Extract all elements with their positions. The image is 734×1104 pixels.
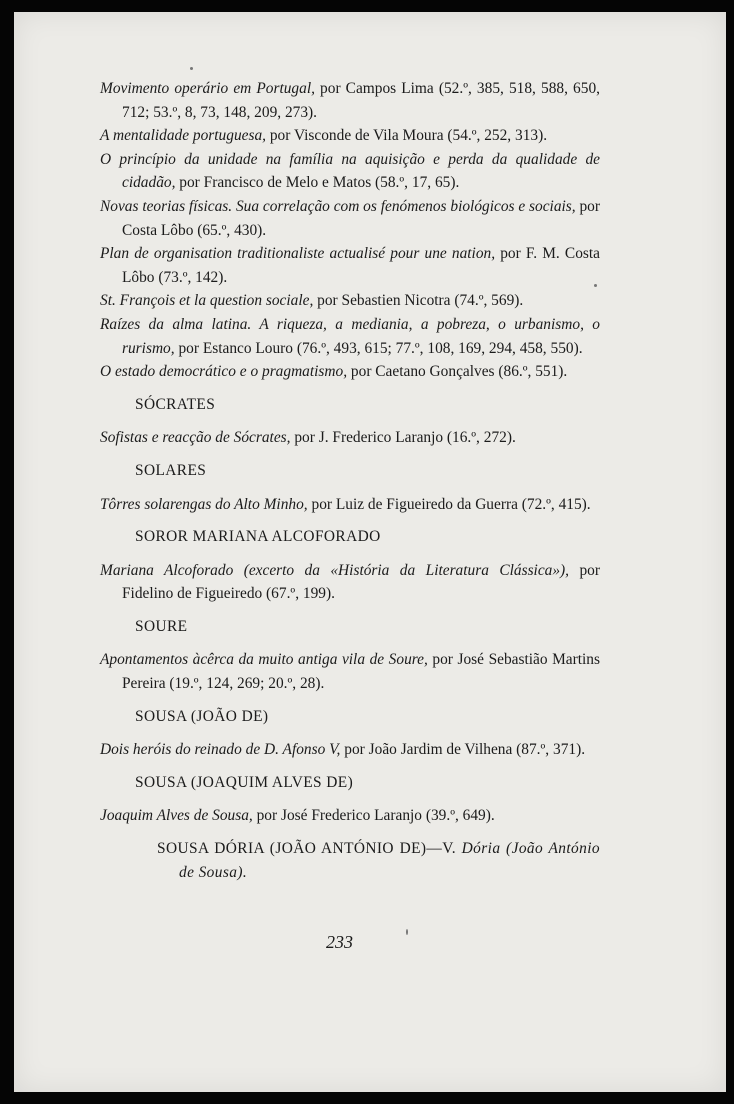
index-entry [100, 493, 600, 517]
entry-details: por José Sebastião Martins Pereira (19.º, 124, 269; 20.º, 28). [122, 651, 600, 693]
entry-details: por Luiz de Figueiredo da Guerra (72.º, 415). [307, 495, 591, 513]
entry-details: por Costa Lôbo (65.º, 430). [122, 197, 601, 239]
entry-title: Raízes da alma latina. A riqueza, a mediania, a pobreza, o urbanismo, o rurismo, [100, 315, 600, 357]
index-entry [100, 426, 600, 450]
entry-title: Mariana Alcoforado (excerto da «História da Literatura Clássica»), [100, 561, 570, 579]
index-entries [100, 77, 600, 894]
entry-details: por Campos Lima (52.º, 385, 518, 588, 650, 712; 53.º, 8, 73, 148, 209, 273). [122, 80, 600, 121]
section-heading: SOUSA DÓRIA (JOÃO ANTÓNIO DE)—V. [157, 840, 456, 858]
section-heading: SOUSA (JOAQUIM ALVES DE) [135, 773, 354, 791]
index-entry [100, 559, 600, 606]
section-heading: SOURE [135, 617, 188, 635]
entry-title: A mentalidade portuguesa, [100, 127, 267, 145]
index-entry [100, 360, 600, 384]
index-entry [100, 148, 600, 195]
cross-reference-heading [157, 837, 600, 884]
entry-details: por Sebastien Nicotra (74.º, 569). [313, 292, 524, 310]
entry-details: por Fidelino de Figueiredo (67.º, 199). [122, 561, 600, 603]
entry-details: por José Frederico Laranjo (39.º, 649). [252, 807, 495, 825]
index-entry [100, 124, 600, 148]
page-number: 233 [326, 932, 353, 952]
section-heading: SOROR MARIANA ALCOFORADO [135, 528, 381, 546]
entry-details: por Visconde de Vila Moura (54.º, 252, 313). [266, 127, 548, 145]
index-entry [100, 195, 600, 242]
entry-details: por Caetano Gonçalves (86.º, 551). [347, 363, 568, 381]
entry-details: por Estanco Louro (76.º, 493, 615; 77.º, 108, 169, 294, 458, 550). [174, 339, 583, 357]
entry-title: Apontamentos àcêrca da muito antiga vila de Soure, [100, 651, 428, 669]
entry-details: por Francisco de Melo e Matos (58.º, 17, 65). [175, 174, 460, 192]
section-heading: SOLARES [135, 461, 207, 479]
index-entry [100, 77, 600, 124]
entry-title: Movimento operário em Portugal, [100, 80, 315, 97]
entry-title: O princípio da unidade na família na aquisição e perda da qualidade de cidadão, [100, 150, 600, 192]
index-entry [100, 242, 600, 289]
entry-title: St. François et la question sociale, [100, 292, 314, 310]
cross-reference: Dória (João António de Sousa). [179, 840, 601, 881]
index-entry [100, 313, 600, 360]
index-entry [100, 289, 600, 313]
index-entry [100, 648, 600, 695]
index-entry [100, 804, 600, 828]
entry-title: Plan de organisation traditionaliste actualisé pour une nation, [100, 245, 496, 263]
scanned-page [14, 12, 726, 1092]
dust-speck [594, 284, 597, 287]
section-heading: SÓCRATES [135, 395, 216, 413]
entry-title: Dois heróis do reinado de D. Afonso V, [100, 741, 341, 759]
entry-title: Novas teorias físicas. Sua correlação com os fenómenos biológicos e sociais, [100, 197, 576, 215]
dust-speck [190, 67, 193, 70]
entry-details: por João Jardim de Vilhena (87.º, 371). [340, 741, 586, 759]
entry-title: Joaquim Alves de Sousa, [100, 807, 253, 825]
dust-speck [406, 929, 408, 935]
entry-details: por J. Frederico Laranjo (16.º, 272). [290, 429, 516, 447]
section-heading: SOUSA (JOÃO DE) [135, 707, 269, 725]
entry-details: por F. M. Costa Lôbo (73.º, 142). [122, 245, 600, 286]
entry-title: O estado democrático e o pragmatismo, [100, 363, 348, 381]
entry-title: Tôrres solarengas do Alto Minho, [100, 495, 308, 513]
index-entry [100, 738, 600, 762]
entry-title: Sofistas e reacção de Sócrates, [100, 429, 291, 447]
